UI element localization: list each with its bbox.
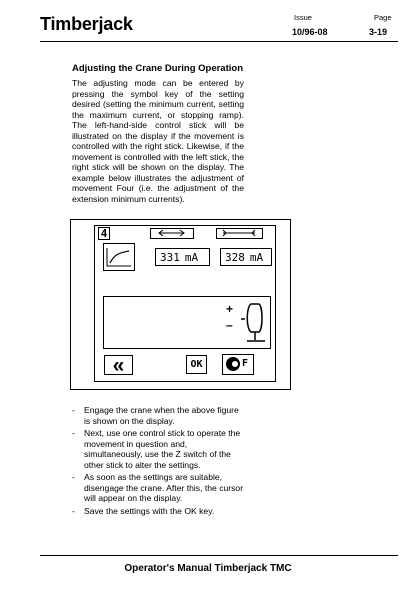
current-right-readout bbox=[220, 248, 272, 266]
page-label: Page bbox=[374, 13, 392, 22]
ok-button[interactable]: OK bbox=[186, 355, 207, 374]
current-left-unit: mA bbox=[184, 250, 199, 264]
brand-logo: Timberjack bbox=[40, 14, 133, 34]
footer-title: Operator's Manual Timberjack TMC bbox=[124, 563, 292, 574]
ramp-curve-key[interactable] bbox=[103, 243, 135, 271]
back-button[interactable]: « bbox=[104, 355, 133, 375]
section-body: The adjusting mode can be entered by pressing the symbol key of the setting desired (setting the minimum current, setting the maximum current, or stopping ramp). The left-hand-side control stick will be illustrated on the display if the movement is controlled with the right stick. Likewise, if the movement is controlled with the left stick, the right stick will be shown on the display. The example below illustrates the adjustment of movement Four (i.e. the adjustment of the extension minimum currents). bbox=[72, 78, 244, 204]
double-arrow-icon bbox=[151, 229, 192, 237]
issue-label: Issue bbox=[294, 13, 312, 22]
f-label: F bbox=[242, 358, 249, 369]
issue-value: 10/96-08 bbox=[292, 27, 328, 37]
footer-rule bbox=[40, 555, 398, 556]
list-item: - Engage the crane when the above figure is shown on the display. bbox=[72, 405, 247, 426]
current-right-unit: mA bbox=[249, 250, 264, 264]
operator-head-icon bbox=[224, 355, 242, 373]
extension-arrow-key[interactable] bbox=[150, 228, 194, 239]
movement-number: 4 bbox=[98, 227, 110, 240]
plus-sign: + bbox=[226, 302, 234, 316]
list-item: - As soon as the settings are suitable, disengage the crane. After this, the cursor will appear on the display. bbox=[72, 472, 247, 504]
section-title: Adjusting the Crane During Operation bbox=[72, 63, 244, 74]
current-left-value: 331 bbox=[160, 250, 180, 264]
minus-sign: – bbox=[226, 318, 233, 332]
stop-ramp-key[interactable] bbox=[216, 228, 263, 239]
bracketed-line-icon bbox=[217, 229, 261, 237]
list-item: - Next, use one control stick to operate the movement in question and, simultaneously, use the Z switch of the other stick to alter the settings. bbox=[72, 428, 247, 470]
current-right-value: 328 bbox=[225, 250, 245, 264]
instruction-list bbox=[72, 405, 247, 518]
current-curve-icon bbox=[104, 244, 133, 269]
page-number: 3-19 bbox=[369, 27, 388, 37]
list-item: - Save the settings with the OK key. bbox=[72, 506, 247, 517]
operator-f-button[interactable] bbox=[222, 354, 254, 375]
current-left-readout bbox=[155, 248, 210, 266]
header-rule bbox=[40, 41, 398, 42]
control-stick-icon bbox=[238, 297, 272, 345]
